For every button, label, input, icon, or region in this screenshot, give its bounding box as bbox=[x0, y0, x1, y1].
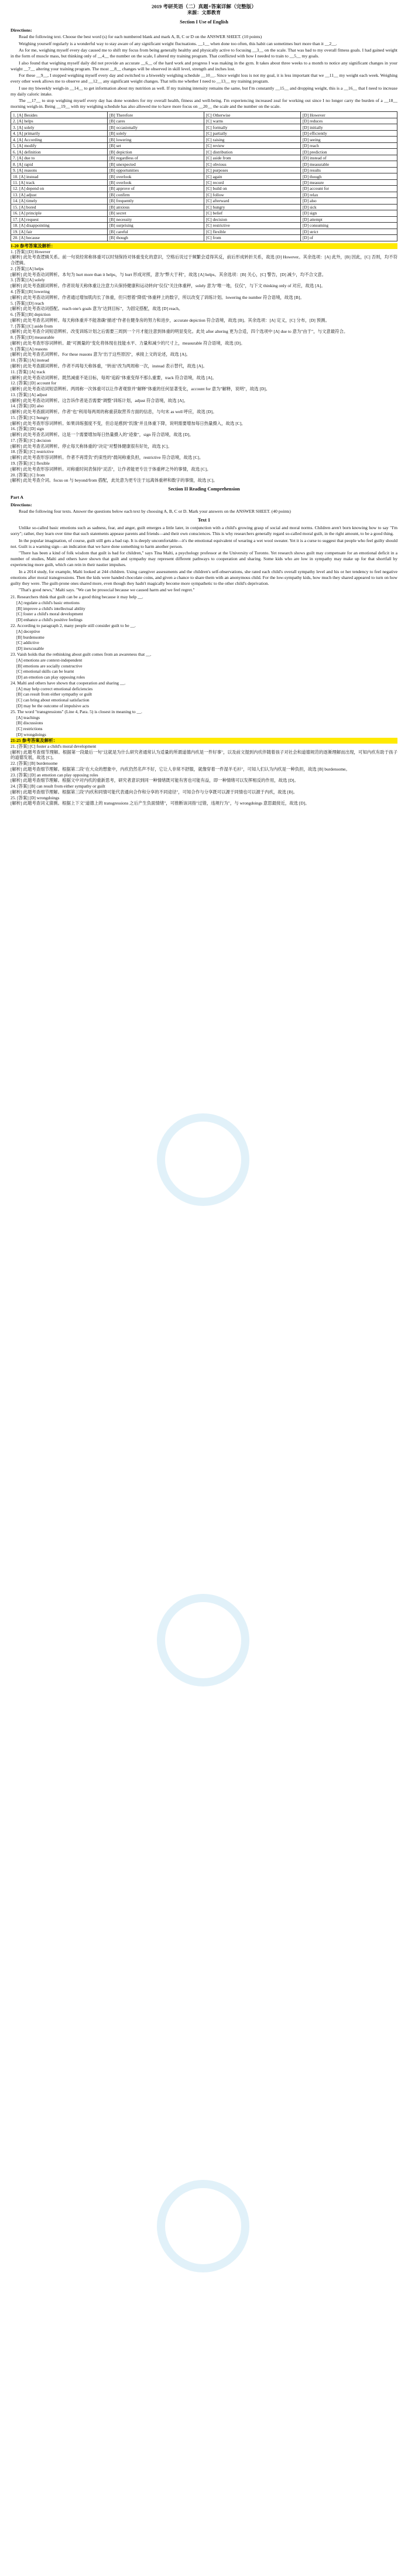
option-row bbox=[11, 142, 397, 148]
option-cell: [C] partially bbox=[204, 130, 301, 136]
answer-line: 23. [答案] [D] an emotion can play opposing roles bbox=[11, 772, 98, 778]
question-option: [B] discussions bbox=[16, 720, 43, 726]
option-cell: [C] again bbox=[204, 173, 301, 179]
answer-line: [解析] 此处考查介词短语辨析。改变训练计划之后需要三周到一个月才能注意到体重的明显变化。此处 after altering 更为合适，四个选项中 [A] due to 意为"由于"，与文意最符合。 bbox=[11, 329, 348, 335]
option-cell: [D] though bbox=[301, 173, 397, 179]
option-cell: [D] efficiently bbox=[301, 130, 397, 136]
option-cell: [C] raising bbox=[204, 137, 301, 142]
question-option: [A] teachings bbox=[16, 714, 40, 720]
answer-line: [解析] 此处考查动词辨析。既然减重不是目标，每周"追踪"体重变得不那么重要，track 符合语境，故选 [A]。 bbox=[11, 374, 217, 380]
passage-paragraph: As for me, weighing myself every day caused me to shift my focus from being generally healthy and physically active to focusing __3__ on the scale. That was bad to my overall fitness goals. I had gained weight in the form of muscle mass, but thinking only of __4__ the number on the scale, I altered my training program. That conflicted with how I needed to train to __5__ my goals. bbox=[11, 47, 397, 59]
option-cell: [B] necessity bbox=[108, 216, 204, 222]
passage-paragraph: Weighing yourself regularly is a wonderful way to stay aware of any significant weight fluctuations. __1__ when done too often, this habit can sometimes hurt more than it __2__. bbox=[19, 40, 337, 46]
option-cell: [B] lowering bbox=[108, 137, 204, 142]
section2-heading: Section II Reading Comprehension bbox=[168, 486, 240, 492]
option-cell: [D] also bbox=[301, 198, 397, 204]
document-page bbox=[11, 0, 397, 2576]
answer-line: [解析] 此处考查动词辨析。本句为 hurt more than it helps，与 hurt 形成对照，意为"弊大于利"，故选 [A] helps。其余选项：[B] 关心，[C] 警告，[D] 减少，均不合文意。 bbox=[11, 271, 327, 277]
option-cell: [B] regardless of bbox=[108, 155, 204, 161]
option-cell: 9. [A] reasons bbox=[11, 167, 108, 173]
answer-line: 6. [答案] [B] depiction bbox=[11, 312, 51, 318]
option-cell: [B] anxious bbox=[108, 204, 204, 210]
option-row bbox=[11, 137, 397, 142]
option-cell: 11. [A] track bbox=[11, 179, 108, 185]
option-cell: [C] hungry bbox=[204, 204, 301, 210]
text1-questions bbox=[11, 594, 397, 738]
option-row bbox=[11, 198, 397, 204]
answer-line: 8. [答案] [D] measurable bbox=[11, 335, 54, 340]
option-row bbox=[11, 167, 397, 173]
answer-line: 16. [答案] [D] sign bbox=[11, 426, 44, 432]
passage-paragraph: In the popular imagination, of course, guilt still gets a bad rap. It is deeply uncomfortable—it's the emotional equivalent of wearing a wet wool sweater. Yet it is a curse to suggest that people who feel guilty should not. Guilt is a warning sign—an indication that we have done something to harm another person. bbox=[11, 537, 397, 549]
option-cell: [D] instead of bbox=[301, 155, 397, 161]
text1-label: Text 1 bbox=[197, 517, 211, 523]
option-row bbox=[11, 192, 397, 197]
passage-paragraph: The __17__ to stop weighing myself every day has done wonders for my overall health, fitness and well-being. I'm experiencing increased zeal for working out since I no longer carry the burden of a __18__ morning weigh-in. Being __19__ with my weighing schedule has also allowed me to have more focus on __20__ the scale and the number on the scale. bbox=[11, 98, 397, 110]
option-cell: [B] occasionally bbox=[108, 124, 204, 130]
passage-paragraph: I also found that weighing myself daily did not provide an accurate __6__ of the hard work and progress I was making in the gym. It takes about three weeks to a month to notice any significant changes in your weight __7__ altering your training program. The most __8__ changes will be observed in skill level, strength and inches lost. bbox=[11, 60, 397, 71]
brand-watermark bbox=[81, 1102, 315, 1231]
question-option: [A] deceptive bbox=[16, 628, 40, 634]
option-cell: 2. [A] helps bbox=[11, 118, 108, 124]
answer-line: 18. [答案] [C] restrictive bbox=[11, 449, 54, 455]
answer-line: [解析] 此处考查介词。focus on 与 beyond/from 搭配，此处意为更专注于远离体重秤和数字的事情，故选 [C]。 bbox=[11, 478, 218, 483]
option-cell: [D] sign bbox=[301, 210, 397, 216]
option-cell: [D] account for bbox=[301, 186, 397, 192]
option-cell: [C] obvious bbox=[204, 161, 301, 167]
option-cell: [C] distribution bbox=[204, 149, 301, 155]
answer-line: 22. [答案] [B] burdensome bbox=[11, 761, 58, 766]
option-cell: 1. [A] Besides bbox=[11, 112, 108, 118]
option-cell: [D] However bbox=[301, 112, 397, 118]
answer-line: [解析] 此处考查名词辨析。停止每天称体重的"决定"对整体健康很有好处，故选 [C]。 bbox=[11, 443, 172, 449]
option-cell: [B] surprising bbox=[108, 223, 204, 229]
answer-line: 20. [答案] [C] from bbox=[11, 472, 45, 478]
question-stem: 21. Researchers think that guilt can be a good thing because it may help __. bbox=[11, 594, 143, 599]
answer-line: 12. [答案] [D] account for bbox=[11, 380, 57, 386]
option-cell: [C] Otherwise bbox=[204, 112, 301, 118]
answer-line: [解析] 此处考查形容词辨析。最"可测量的"变化将体现在技能水平、力量和减少的尺寸上，measurable 符合语境，故选 [D]。 bbox=[11, 340, 245, 346]
answer-line: [解析] 此处考查名词辨析。这是一个需要增加每日热量摄入的"迹象"，sign 符合语境，故选 [D]。 bbox=[11, 432, 194, 438]
option-row bbox=[11, 155, 397, 161]
passage-paragraph: In a 2014 study, for example, Malti looked at 244 children. Using caregiver assessments and the children's self-observations, she rated each child's overall sympathy level and his or her tendency to feel negative emotions after moral transgressions. Then the kids were handed chocolate coins, and given a chance to share them with an anonymous child. For the low-sympathy kids, how much they shared appeared to turn on how guilty they were. The guilt-prone ones shared more, even though they hadn't magically become more sympathetic to the other child's deprivation. bbox=[11, 568, 397, 586]
option-cell: 8. [A] rapid bbox=[11, 161, 108, 167]
option-cell: [B] though bbox=[108, 235, 204, 241]
section1-passage bbox=[11, 41, 397, 110]
option-cell: [B] frequently bbox=[108, 198, 204, 204]
option-cell: 14. [A] timely bbox=[11, 198, 108, 204]
option-row bbox=[11, 179, 397, 185]
question-option: [C] can bring about emotional satisfaction bbox=[16, 697, 90, 703]
option-cell: 16. [A] principle bbox=[11, 210, 108, 216]
option-cell: [B] approve of bbox=[108, 186, 204, 192]
answer-line: [解析] 此处考查动词搭配。reach one's goals 意为"达到目标"，为固定搭配，故选 [D] reach。 bbox=[11, 306, 183, 312]
option-cell: [B] overlook bbox=[108, 173, 204, 179]
option-cell: [D] attempt bbox=[301, 216, 397, 222]
section2-answers bbox=[11, 744, 397, 806]
answer-line: [解析] 此处考查形容词辨析。如果训练强度不变，但总是感到"饥饿"并且体重下降，说明需要增加每日热量摄入，故选 [C]。 bbox=[11, 420, 246, 426]
option-cell: [D] measure bbox=[301, 179, 397, 185]
option-cell: [B] cares bbox=[108, 118, 204, 124]
option-row bbox=[11, 124, 397, 130]
section1-answers bbox=[11, 249, 397, 483]
question-stem: 24. Malti and others have shown that cooperation and sharing __. bbox=[11, 680, 126, 686]
option-cell: [D] sick bbox=[301, 204, 397, 210]
option-cell: [B] Therefore bbox=[108, 112, 204, 118]
question-option: [D] may be the outcome of impulsive acts bbox=[16, 703, 90, 708]
answer-line: 25. [答案] [D] wrongdoings bbox=[11, 795, 60, 800]
answer-line: 19. [答案] [C] flexible bbox=[11, 460, 50, 466]
answer-line: 5. [答案] [D] reach bbox=[11, 300, 44, 306]
option-cell: [B] overlook bbox=[108, 179, 204, 185]
question-option: [B] emotions are socially constructive bbox=[16, 663, 83, 669]
question-option: [C] addictive bbox=[16, 640, 39, 646]
option-cell: [C] decision bbox=[204, 216, 301, 222]
option-cell: [B] solely bbox=[108, 130, 204, 136]
question-option: [D] wrongdoings bbox=[16, 731, 46, 737]
brand-watermark bbox=[81, 1582, 315, 1711]
option-cell: 20. [A] because bbox=[11, 235, 108, 241]
option-cell: [C] record bbox=[204, 179, 301, 185]
option-row bbox=[11, 216, 397, 222]
option-cell: 4. [A] primarily bbox=[11, 130, 108, 136]
option-cell: [C] belief bbox=[204, 210, 301, 216]
option-cell: [C] formally bbox=[204, 124, 301, 130]
option-cell: 3. [A] solely bbox=[11, 124, 108, 130]
answer-line: 1. [答案] [D] However bbox=[11, 248, 51, 254]
option-cell: [C] purposes bbox=[204, 167, 301, 173]
answer-line: [解析] 此处考查动词短语辨析。两周称一次体重可以让作者观察并"解释"体重的任何显著变化，account for 意为"解释，说明"，故选 [D]。 bbox=[11, 386, 270, 392]
option-row bbox=[11, 130, 397, 136]
answer-line: [解析] 此题考查细节理解。根据第三段"内疚和同情可能代表通向合作和分享的不同途径"，可知合作与分享既可以源于同情也可以源于内疚，故选 [B]。 bbox=[11, 789, 298, 795]
option-cell: [B] careful bbox=[108, 229, 204, 234]
section2-answer-heading: 21-25 参考答案及解析： bbox=[11, 738, 397, 744]
section1-answer-heading: 1-20 参考答案及解析： bbox=[11, 243, 397, 249]
answer-line: [解析] 此处考查副词辨析。作者不再每天称体重，"转而"改为两周称一次，instead 表示替代，故选 [A]。 bbox=[11, 363, 207, 369]
option-cell: [D] strict bbox=[301, 229, 397, 234]
question-option: [C] emotional skills can be learnt bbox=[16, 669, 74, 674]
passage-paragraph: I use my biweekly weigh-in __14__ to get information about my nutrition as well. If my training intensity remains the same, but I'm constantly __15__ and dropping weight, this is a __16__ that I need to increase my daily caloric intake. bbox=[11, 85, 397, 97]
option-cell: [B] confirm bbox=[108, 192, 204, 197]
option-cell: [D] consuming bbox=[301, 223, 397, 229]
passage-paragraph: For these __9__, I stopped weighing myself every day and switched to a biweekly weighing schedule __10__. Since weight loss is not my goal, it is less important that we __11__ my weight each week. Weighing every other week allows me to observe and __12__ any significant weight changes. That tells me whether I need to __13__ my training program. bbox=[11, 73, 397, 84]
question-option: [B] can result from either sympathy or guilt bbox=[16, 691, 92, 697]
answer-line: [解析] 此处考查形容词辨析。作者不再背负"约束性的"晨间称重负担，restrictive 符合语境，故选 [C]。 bbox=[11, 455, 204, 461]
option-cell: 15. [A] bored bbox=[11, 204, 108, 210]
answer-line: [解析] 此题考查细节理解。根据第一段最后一句"这就是为什么研究者通常认为适量的所谓道德内疚是一件好事"，以及前文提到内疚伴随着孩子对社会和道德规范的逐渐理解而出现，可知内疚有助于孩子的道德发展，故选 [C]。 bbox=[11, 749, 397, 761]
option-row bbox=[11, 229, 397, 234]
answer-line: 3. [答案] [A] solely bbox=[11, 277, 45, 283]
option-cell: [D] prediction bbox=[301, 149, 397, 155]
option-cell: [C] follow bbox=[204, 192, 301, 197]
option-row bbox=[11, 161, 397, 167]
section1-heading: Section I Use of English bbox=[180, 19, 228, 25]
option-cell: [C] flexible bbox=[204, 229, 301, 234]
answer-line: [解析] 此处考查名词辨析。每天称体重并不能准确"描述"作者在健身房的努力和进步，accurate depiction 符合语境，故选 [B]。其余选项：[A] 定义，[C] 分布，[D] 预测。 bbox=[11, 317, 330, 323]
option-row bbox=[11, 235, 397, 241]
passage-paragraph: Unlike so-called basic emotions such as sadness, fear, and anger, guilt emerges a little later, in conjunction with a child's growing grasp of social and moral norms. Children aren't born knowing how to say "I'm sorry"; rather, they learn over time that such statements appease parents and friends—and their own consciences. This is why researchers generally regard so-called moral guilt, in the right amount, to be a good thing. bbox=[11, 525, 397, 537]
option-cell: [D] relax bbox=[301, 192, 397, 197]
option-cell: [D] results bbox=[301, 167, 397, 173]
answer-line: [解析] 此处考查动词辨析。作者通过增加肌肉长了体重，但只想着"降低"体重秤上的数字，所以改变了训练计划。lowering the number 符合语境，故选 [B]。 bbox=[11, 294, 304, 300]
answer-line: 11. [答案] [A] track bbox=[11, 369, 46, 374]
option-cell: [D] reach bbox=[301, 142, 397, 148]
question-option: [C] foster a child's moral development bbox=[16, 611, 83, 617]
option-cell: 12. [A] depend on bbox=[11, 186, 108, 192]
answer-line: [解析] 此题考查细节理解。根据文中对内疚的重新思考，研究者意识到同一种情绪既可能有害也可能有益，即一种情绪可以发挥相反的作用，故选 [D]。 bbox=[11, 778, 299, 783]
document-title: 2019 考研英语（二）真题+答案详解（完整版） bbox=[152, 4, 256, 9]
option-cell: 6. [A] definition bbox=[11, 149, 108, 155]
answer-line: 7. [答案] [C] aside from bbox=[11, 323, 53, 329]
answer-line: 4. [答案] [B] lowering bbox=[11, 289, 50, 295]
answer-line: [解析] 此处考查形容词辨析。对称重时间表保持"灵活"，让作者能更专注于体重秤之外的事情，故选 [C]。 bbox=[11, 466, 211, 472]
option-row bbox=[11, 112, 397, 118]
option-cell: [D] seeing bbox=[301, 137, 397, 142]
option-cell: [B] unexpected bbox=[108, 161, 204, 167]
passage-paragraph: "There has been a kind of folk wisdom that guilt is bad for children," says Tina Malti, a psychology professor at the University of Toronto. Yet research shows guilt may compensate for an emotional deficit in a number of studies, Malti and others have shown that guilt and sympathy may represent different pathways to cooperation and sharing. Some kids who are low in sympathy may make up for that shortfall by experiencing more guilt, which can rein in their nastier impulses. bbox=[11, 550, 397, 568]
passage-paragraph: "That's good news," Malti says. "We can be prosocial because we caused harm and we feel regret." bbox=[19, 587, 195, 593]
answer-line: 17. [答案] [C] decision bbox=[11, 437, 51, 443]
option-row bbox=[11, 186, 397, 192]
option-cell: [B] set bbox=[108, 142, 204, 148]
option-cell: [C] afterward bbox=[204, 198, 301, 204]
option-cell: [C] review bbox=[204, 142, 301, 148]
option-row bbox=[11, 173, 397, 179]
answer-line: 21. [答案] [C] foster a child's moral development bbox=[11, 743, 97, 749]
question-option: [D] enhance a child's positive feelings bbox=[16, 617, 83, 623]
answer-line: 13. [答案] [A] adjust bbox=[11, 391, 47, 397]
text1-passage bbox=[11, 525, 397, 593]
answer-line: [解析] 此处考查副词辨析。作者说每天称体重让注意力从保持健康和运动转向"仅仅"关注体重秤，solely 意为"唯一地，仅仅"，与下文 thinking only of 对应，故选 [A]。 bbox=[11, 283, 325, 289]
section2-part: Part A bbox=[11, 494, 23, 500]
option-row bbox=[11, 149, 397, 155]
answer-line: [解析] 此处考查名词辨析。For these reasons 意为"出于这些原因"，承接上文的论述，故选 [A]。 bbox=[11, 352, 191, 357]
option-cell: [D] initially bbox=[301, 124, 397, 130]
option-row bbox=[11, 210, 397, 216]
question-stem: 23. Vaish holds that the rethinking about guilt comes from an awareness that __. bbox=[11, 651, 152, 657]
answer-line: 10. [答案] [A] instead bbox=[11, 357, 49, 363]
option-cell: 4. [A] According bbox=[11, 137, 108, 142]
option-cell: 17. [A] request bbox=[11, 216, 108, 222]
answer-line: 14. [答案] [D] also bbox=[11, 403, 44, 409]
option-cell: [C] restrictive bbox=[204, 223, 301, 229]
answer-line: 24. [答案] [B] can result from either sympathy or guilt bbox=[11, 783, 105, 789]
section2-directions: Read the following four texts. Answer the questions below each text by choosing A, B, C or D. Mark your answers on the ANSWER SHEET. (40 points) bbox=[19, 509, 291, 514]
answer-line: 9. [答案] [A] reasons bbox=[11, 346, 48, 352]
option-row bbox=[11, 223, 397, 229]
option-cell: [D] measurable bbox=[301, 161, 397, 167]
question-stem: 25. The word "transgressions" (Line 4, Para. 5) is closest in meaning to __. bbox=[11, 708, 142, 714]
question-option: [D] an emotion can play opposing roles bbox=[16, 674, 85, 680]
section1-options-table bbox=[11, 111, 397, 241]
question-option: [B] burdensome bbox=[16, 634, 44, 640]
document-source: 来源：文都教育 bbox=[187, 10, 221, 16]
option-cell: [B] depiction bbox=[108, 149, 204, 155]
question-option: [A] emotions are context-independent bbox=[16, 657, 83, 663]
question-option: [D] inexcusable bbox=[16, 646, 44, 652]
option-cell: [C] aside from bbox=[204, 155, 301, 161]
answer-line: [解析] 此处考查副词辨析。作者"也"利用每两周的称重获取营养方面的信息，与句末 as well 呼应，故选 [D]。 bbox=[11, 409, 217, 415]
question-option: [C] restrictions bbox=[16, 726, 43, 732]
option-cell: [C] warns bbox=[204, 118, 301, 124]
question-stem: 22. According to paragraph 2, many people still consider guilt to be __. bbox=[11, 622, 136, 628]
question-option: [B] improve a child's intellectual ability bbox=[16, 605, 85, 611]
answer-line: [解析] 此题考查细节理解。根据第二段"在大众的想象中，内疚仍然名声不好，它让人非常不舒服，就像穿着一件湿羊毛衫"，可知人们认为内疚是一种负担，故选 [B] burdensome。 bbox=[11, 766, 350, 772]
section1-directions-label: Directions: bbox=[11, 28, 32, 33]
option-cell: 10. [A] instead bbox=[11, 173, 108, 179]
option-cell: [C] build on bbox=[204, 186, 301, 192]
answer-line: [解析] 此处考查逻辑关系。前一句说经常称体重可以时刻保持对体重变化的意识，空格后说过于频繁会适得其反，前后形成转折关系，故选 [D] However。其余选项：[A] 此外，[B] 因此，[C] 否则，均不符合逻辑。 bbox=[11, 254, 397, 266]
option-cell: 18. [A] disappointing bbox=[11, 223, 108, 229]
section2-directions-label: Directions: bbox=[11, 502, 32, 508]
option-cell: [D] reduces bbox=[301, 118, 397, 124]
option-row bbox=[11, 204, 397, 210]
question-option: [A] regulate a child's basic emotions bbox=[16, 599, 80, 605]
option-cell: [D] of bbox=[301, 235, 397, 241]
option-cell: [B] opportunities bbox=[108, 167, 204, 173]
option-cell: 13. [A] adjust bbox=[11, 192, 108, 197]
option-cell: 7. [A] due to bbox=[11, 155, 108, 161]
answer-line: [解析] 此题考查词义猜测。根据上下文"道德上的 transgressions 之后产生负面情绪"，可推断该词指"过错，违规行为"，与 wrongdoings 意思最接近，故选 [D]。 bbox=[11, 800, 310, 806]
section1-directions: Read the following text. Choose the best word (s) for each numbered blank and mark A, B, C or D on the ANSWER SHEET. (10 points) bbox=[19, 34, 262, 40]
brand-watermark bbox=[81, 2168, 315, 2297]
answer-line: 15. [答案] [C] hungry bbox=[11, 414, 49, 420]
answer-line: 2. [答案] [A] helps bbox=[11, 265, 44, 271]
option-cell: 5. [A] modify bbox=[11, 142, 108, 148]
option-cell: 19. [A] fair bbox=[11, 229, 108, 234]
question-option: [A] may help correct emotional deficiencies bbox=[16, 686, 93, 691]
option-cell: [B] secret bbox=[108, 210, 204, 216]
option-row bbox=[11, 118, 397, 124]
answer-line: [解析] 此处考查动词辨析。这告诉作者是否需要"调整"训练计划，adjust 符合语境，故选 [A]。 bbox=[11, 397, 188, 403]
option-cell: [C] from bbox=[204, 235, 301, 241]
